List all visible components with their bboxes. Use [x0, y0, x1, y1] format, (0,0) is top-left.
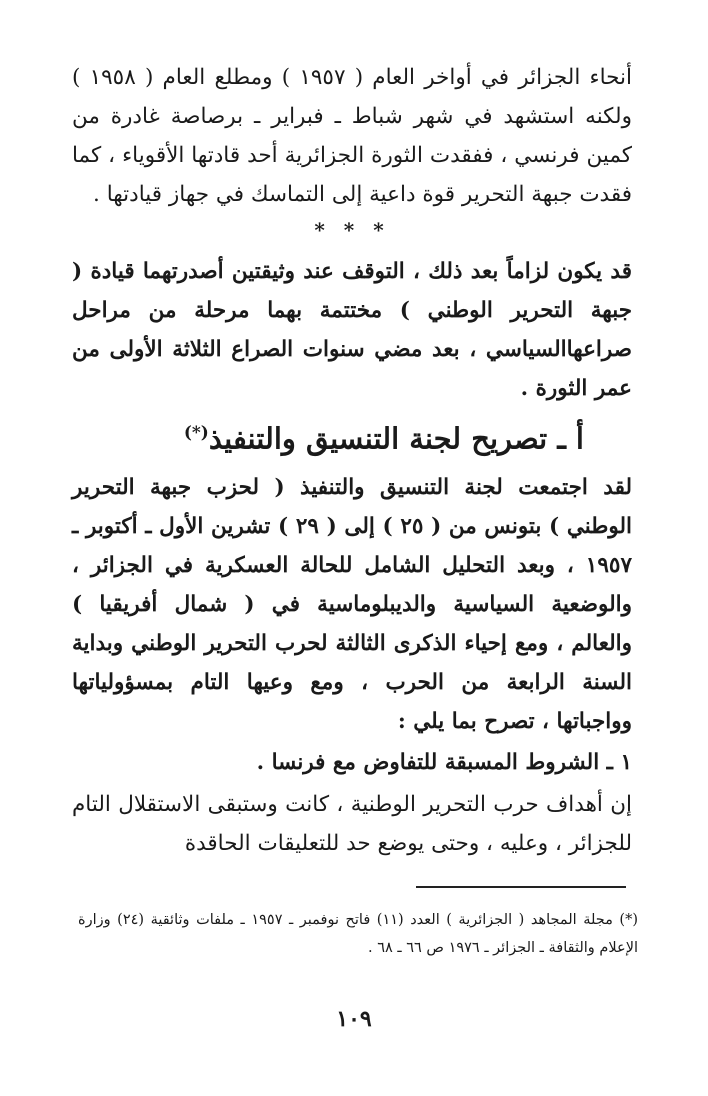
- section-heading: [72, 412, 632, 460]
- page-body: [72, 58, 632, 863]
- footnote-divider: [416, 886, 626, 888]
- paragraph-2: قد يكون لزاماً بعد ذلك ، التوقف عند وثيقتين أصدرتهما قيادة ( جبهة التحرير الوطني ) مختتمة بهما مرحلة من مراحل صراعهاالسياسي ، بعد مضي سنوات الصراع الثلاثة الأولى من عمر الثورة .: [72, 259, 632, 401]
- section-heading-text: أ ـ تصريح لجنة التنسيق والتنفيذ: [208, 421, 584, 456]
- paragraph-4: إن أهداف حرب التحرير الوطنية ، كانت وستبقى الاستقلال التام للجزائر ، وعليه ، وحتى يوضع حد للتعليقات الحاقدة: [72, 791, 632, 856]
- footnote-marker: (*): [183, 423, 209, 443]
- paragraph-1: أنحاء الجزائر في أواخر العام ( ١٩٥٧ ) ومطلع العام ( ١٩٥٨ ) ولكنه استشهد في شهر شباط ـ فبراير ـ برصاصة غادرة من كمين فرنسي ، ففقدت الثورة الجزائرية أحد قادتها الأقوياء ، كما فقدت جبهة التحرير قوة داعية إلى التماسك في جهاز قيادتها .: [72, 65, 632, 207]
- footnote: (*) مجلة المجاهد ( الجزائرية ) العدد (١١) فاتح نوفمبر ـ ١٩٥٧ ـ ملفات وثائقية (٢٤) وزارة الإعلام والثقافة ـ الجزائر ـ ١٩٧٦ ص ٦٦ ـ ٦٨ .: [78, 912, 638, 956]
- paragraph-3: لقد اجتمعت لجنة التنسيق والتنفيذ ( لحزب جبهة التحرير الوطني ) بتونس من ( ٢٥ ) إلى ( ٢٩ ) تشرين الأول ـ أكتوبر ـ ١٩٥٧ ، وبعد التحليل الشامل للحالة العسكرية في الجزائر ، والوضعية السياسية والديبلوماسية في ( شمال أفريقيا ) والعالم ، ومع إحياء الذكرى الثالثة لحرب التحرير الوطني وبداية السنة الرابعة من الحرب ، ومع وعيها التام بمسؤولياتها وواجباتها ، تصرح بما يلي :: [72, 474, 633, 734]
- page-number: ١٠٩: [336, 1006, 372, 1032]
- section-separator: * * *: [314, 218, 390, 242]
- subheading: ١ ـ الشروط المسبقة للتفاوض مع فرنسا .: [256, 749, 632, 775]
